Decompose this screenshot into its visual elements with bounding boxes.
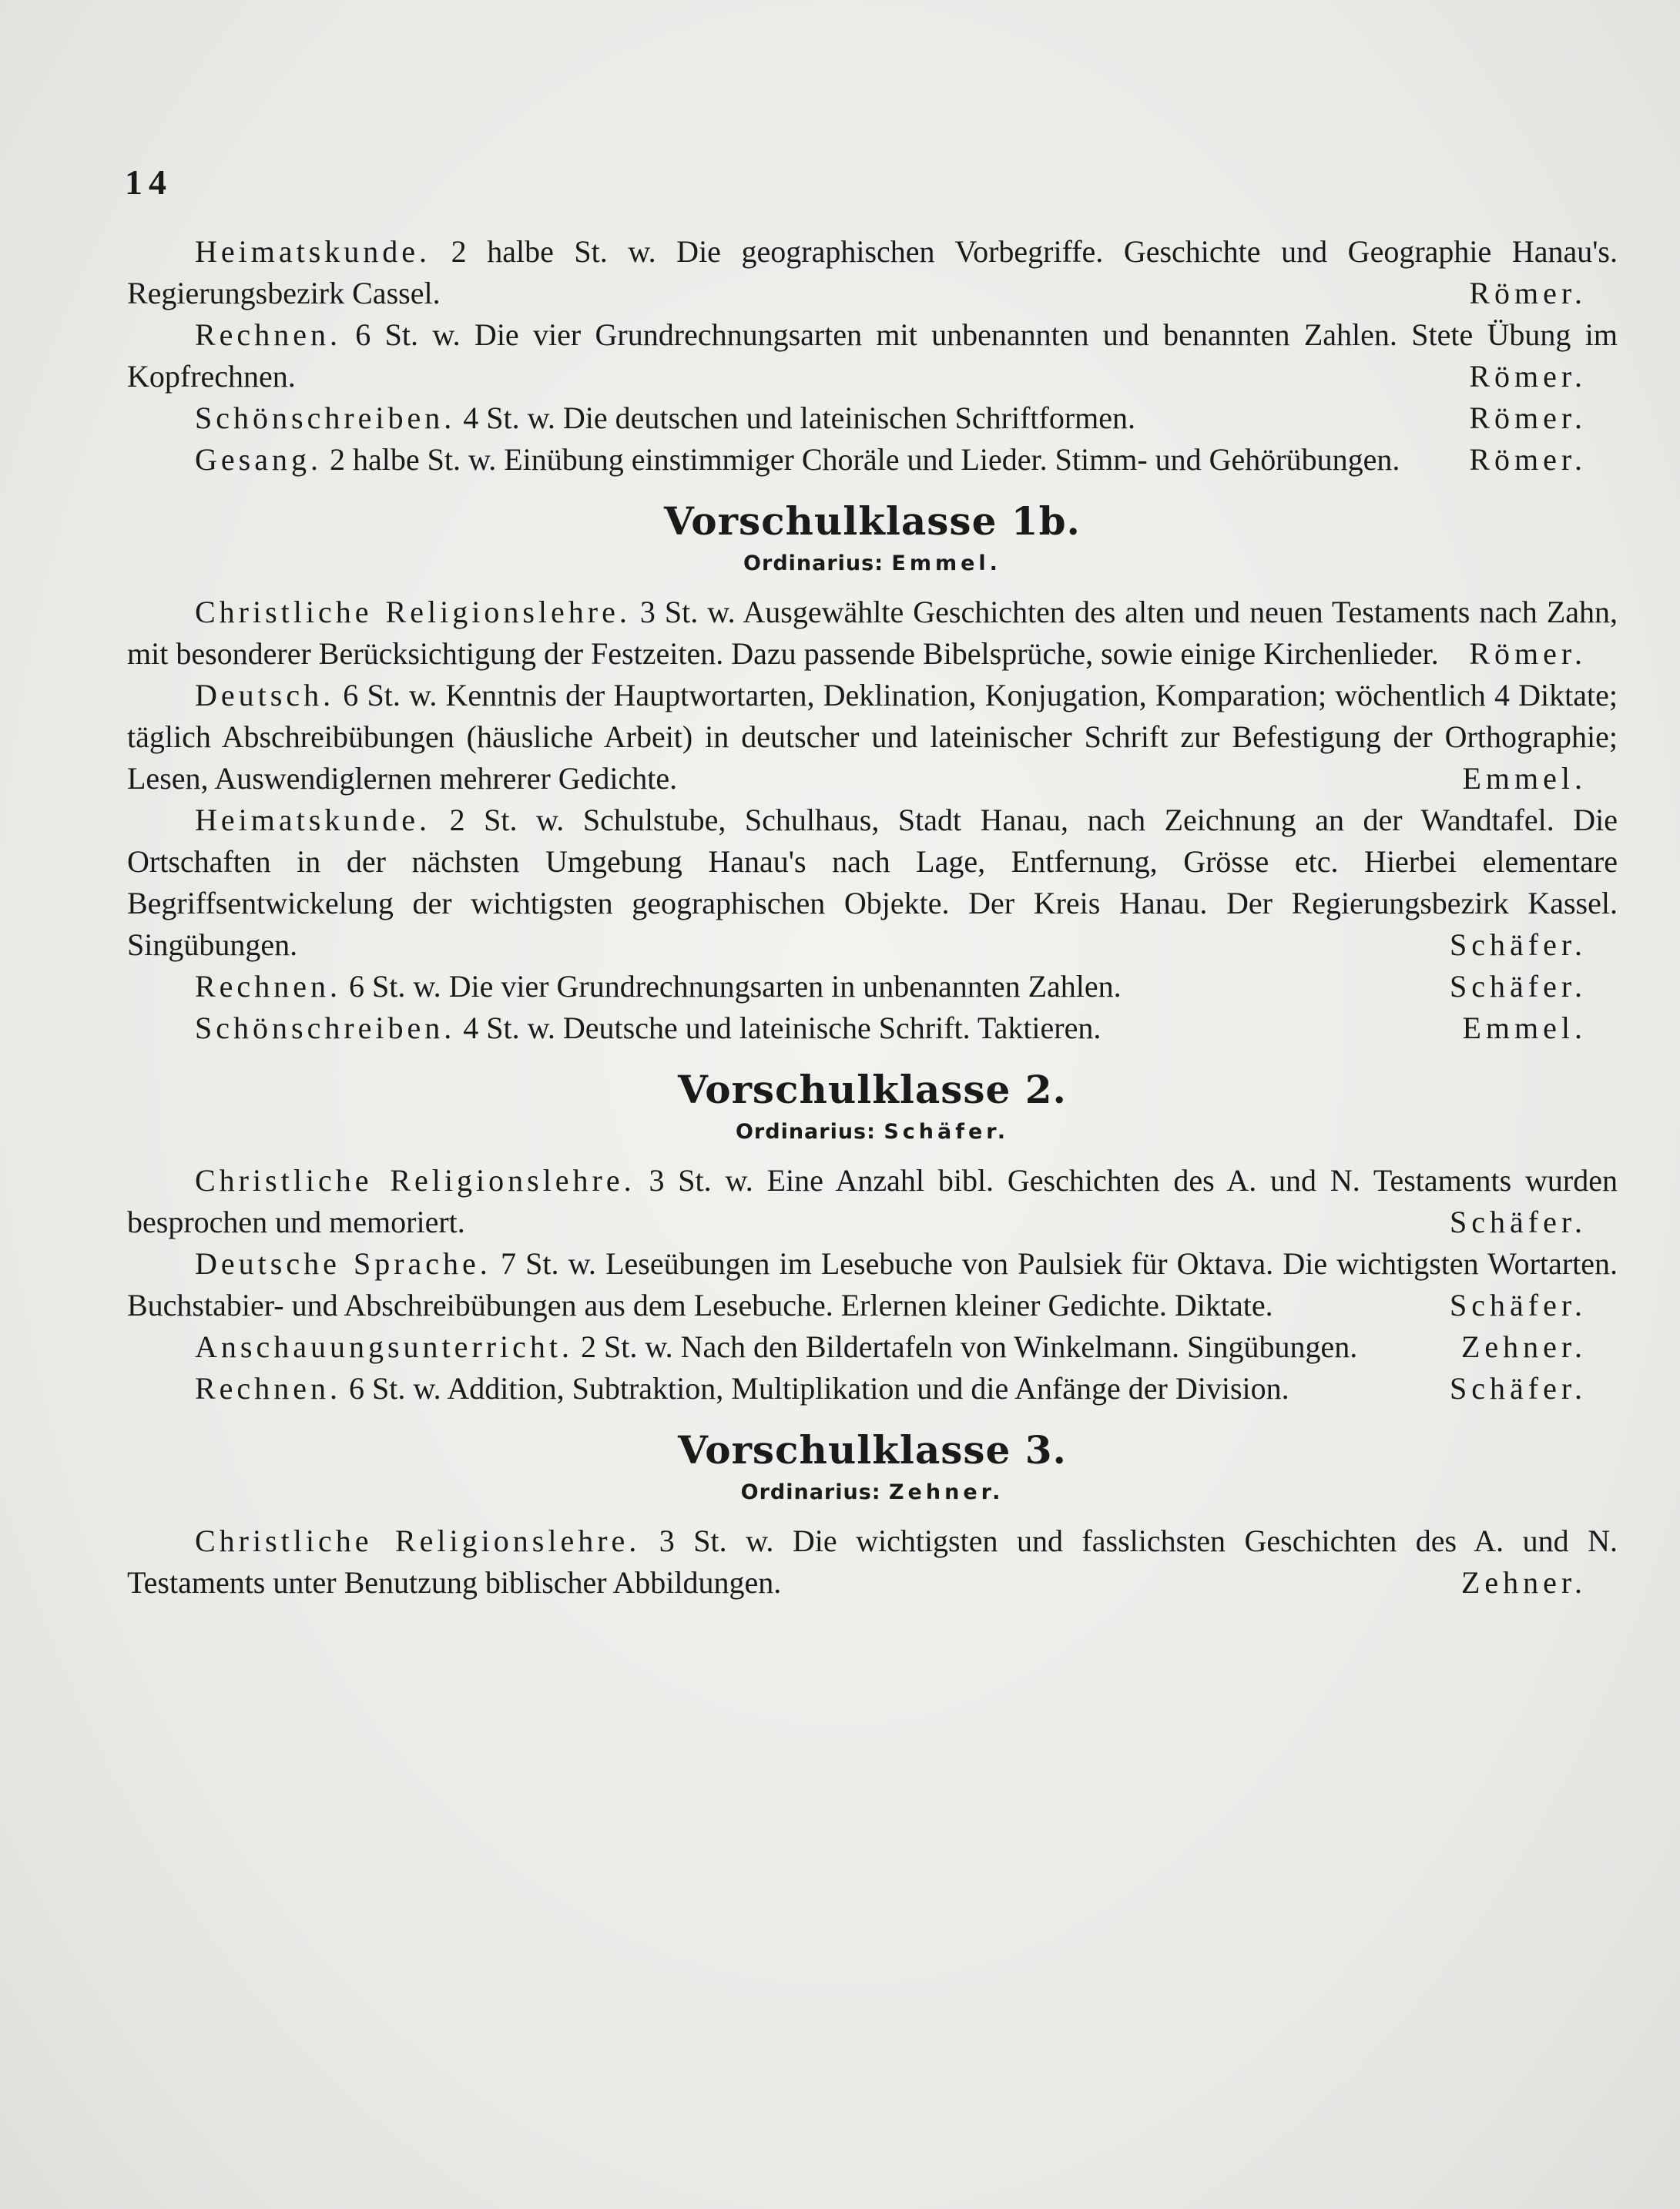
entry-teacher: Römer.	[1469, 442, 1587, 477]
entry-text: 3 St. w. Die wichtigsten und fasslichsten Geschichten des A. und N. Testaments unter Benutzung biblischer Abbildungen.	[127, 1524, 1618, 1600]
ordinarius-line	[127, 1115, 1618, 1149]
entry-teacher: Schäfer.	[1450, 969, 1587, 1004]
entry-deutsche-sprache	[127, 1243, 1618, 1326]
entry-intro-rechnen	[127, 314, 1618, 397]
entry-subject: Deutsch.	[195, 678, 335, 712]
entry-text: 2 St. w. Schulstube, Schulhaus, Stadt Hanau, nach Zeichnung an der Wandtafel. Die Ortschaften in der nächsten Umgebung Hanau's nach Lage, Entfernung, Grösse etc. Hierbei elementare Begriffsentwickelung der wichtigsten geographischen Objekte. Der Kreis Hanau. Der Regierungsbezirk Kassel. Singübungen.	[127, 803, 1618, 962]
entry-subject: Anschauungsunterricht.	[195, 1329, 574, 1364]
entry-schoenschreiben	[127, 1007, 1618, 1049]
entry-teacher: Römer.	[1469, 359, 1587, 394]
entry-subject: Schönschreiben.	[195, 1011, 456, 1045]
entry-intro-gesang	[127, 439, 1618, 481]
entry-text: 3 St. w. Ausgewählte Geschichten des alten und neuen Testaments nach Zahn, mit besonderer Berücksichtigung der Festzeiten. Dazu passende Bibelsprüche, sowie einige Kirchenlieder.	[127, 595, 1618, 671]
entry-subject: Christliche Religionslehre.	[195, 1524, 641, 1558]
ordinarius-line	[127, 1476, 1618, 1510]
ordinarius-label: Ordinarius:	[743, 551, 884, 575]
entry-teacher: Schäfer.	[1450, 1205, 1587, 1239]
ordinarius-name: Emmel.	[891, 551, 1001, 575]
entry-text: 3 St. w. Eine Anzahl bibl. Geschichten des A. und N. Testaments wurden besprochen und memoriert.	[127, 1163, 1618, 1239]
entry-text: 2 halbe St. w. Einübung einstimmiger Choräle und Lieder. Stimm- und Gehörübungen.	[321, 442, 1400, 477]
entry-teacher: Emmel.	[1462, 761, 1587, 796]
entry-teacher: Schäfer.	[1450, 927, 1587, 962]
entry-subject: Gesang.	[195, 442, 322, 477]
page-content	[127, 231, 1618, 1604]
entry-subject: Rechnen.	[195, 969, 341, 1004]
entry-text: 6 St. w. Kenntnis der Hauptwortarten, Deklination, Konjugation, Komparation; wöchentlich 4 Diktate; täglich Abschreibübungen (häusliche Arbeit) in deutscher und lateinischer Schrift zur Befestigung der Orthographie; Lesen, Auswendiglernen mehrerer Gedichte.	[127, 678, 1618, 796]
entry-teacher: Schäfer.	[1450, 1288, 1587, 1322]
entry-teacher: Römer.	[1469, 636, 1587, 671]
section-vorschulklasse-2	[127, 1066, 1618, 1410]
entry-text: 6 St. w. Die vier Grundrechnungsarten mit unbenannten und benannten Zahlen. Stete Übung im Kopfrechnen.	[127, 317, 1618, 394]
entry-religionslehre	[127, 1520, 1618, 1604]
entry-subject: Rechnen.	[195, 317, 341, 352]
section-title: Vorschulklasse 1b.	[664, 498, 1081, 544]
page-number: 14	[125, 163, 173, 202]
entry-teacher: Römer.	[1469, 276, 1587, 310]
entry-text: 4 St. w. Die deutschen und lateinischen Schriftformen.	[455, 401, 1136, 435]
section-vorschulklasse-1b	[127, 498, 1618, 1049]
entry-text: 2 halbe St. w. Die geographischen Vorbegriffe. Geschichte und Geographie Hanau's. Regierungsbezirk Cassel.	[127, 234, 1618, 310]
section-title: Vorschulklasse 3.	[678, 1427, 1067, 1473]
entry-intro-heimatskunde	[127, 231, 1618, 314]
ordinarius-line	[127, 547, 1618, 581]
entry-religionslehre	[127, 1160, 1618, 1243]
entry-subject: Heimatskunde.	[195, 234, 431, 269]
entry-teacher: Emmel.	[1462, 1011, 1587, 1045]
section-vorschulklasse-3	[127, 1426, 1618, 1604]
entry-subject: Christliche Religionslehre.	[195, 1163, 635, 1198]
intro-block	[127, 231, 1618, 481]
entry-subject: Christliche Religionslehre.	[195, 595, 631, 629]
entry-teacher: Zehner.	[1460, 1565, 1587, 1600]
entry-text: 2 St. w. Nach den Bildertafeln von Winkelmann. Singübungen.	[573, 1329, 1358, 1364]
entry-subject: Deutsche Sprache.	[195, 1246, 491, 1281]
entry-subject: Heimatskunde.	[195, 803, 431, 837]
ordinarius-label: Ordinarius:	[740, 1480, 881, 1504]
entry-heimatskunde	[127, 799, 1618, 966]
entry-subject: Rechnen.	[195, 1371, 341, 1406]
entry-subject: Schönschreiben.	[195, 401, 456, 435]
entry-rechnen	[127, 1368, 1618, 1410]
entry-text: 6 St. w. Die vier Grundrechnungsarten in unbenannten Zahlen.	[340, 969, 1122, 1004]
entry-teacher: Römer.	[1469, 401, 1587, 435]
entry-religionslehre	[127, 592, 1618, 675]
ordinarius-name: Zehner.	[888, 1480, 1004, 1504]
entry-text: 6 St. w. Addition, Subtraktion, Multiplikation und die Anfänge der Division.	[340, 1371, 1289, 1406]
entry-text: 4 St. w. Deutsche und lateinische Schrift. Taktieren.	[455, 1011, 1102, 1045]
ordinarius-label: Ordinarius:	[735, 1120, 876, 1144]
entry-teacher: Zehner.	[1460, 1329, 1587, 1364]
entry-text: 7 St. w. Leseübungen im Lesebuche von Paulsiek für Oktava. Die wichtigsten Wortarten. Buchstabier- und Abschreibübungen aus dem Lesebuche. Erlernen kleiner Gedichte. Diktate.	[127, 1246, 1618, 1322]
entry-rechnen	[127, 966, 1618, 1007]
entry-deutsch	[127, 675, 1618, 799]
entry-intro-schoenschreiben	[127, 397, 1618, 439]
entry-anschauungsunterricht	[127, 1326, 1618, 1368]
entry-teacher: Schäfer.	[1450, 1371, 1587, 1406]
section-title: Vorschulklasse 2.	[678, 1067, 1067, 1112]
ordinarius-name: Schäfer.	[884, 1120, 1010, 1144]
